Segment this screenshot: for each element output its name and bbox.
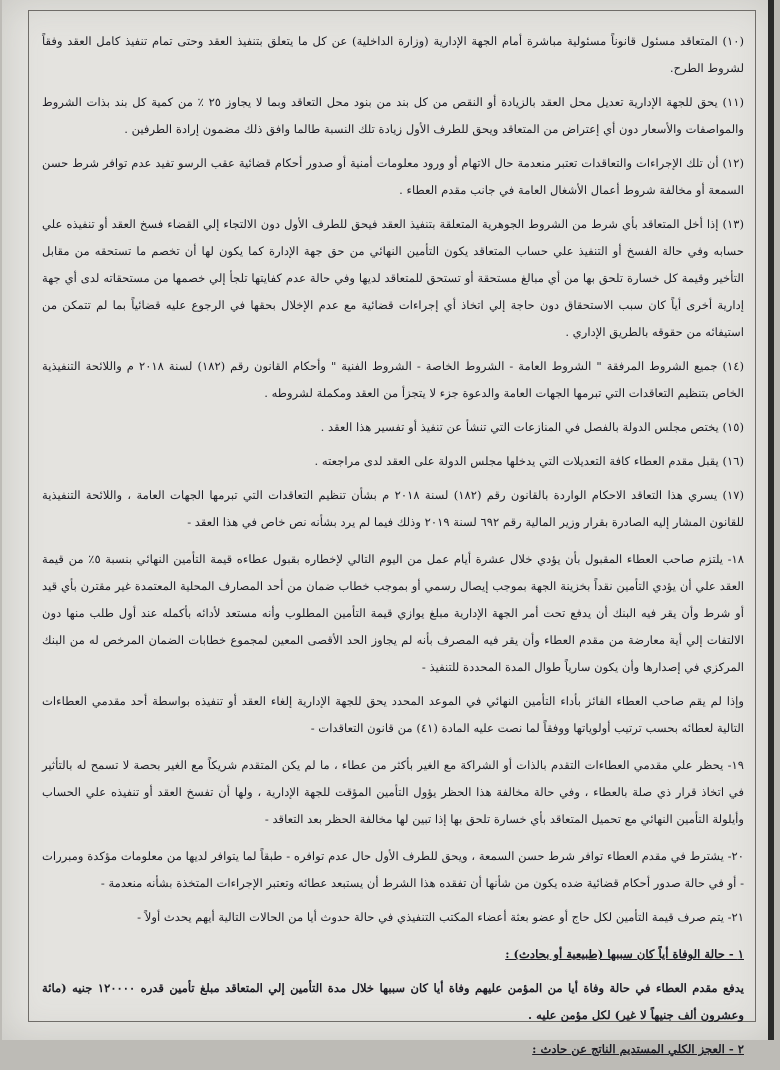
clause-17: (١٧) يسري هذا التعاقد الاحكام الواردة بالقانون رقم (١٨٢) لسنة ٢٠١٨ م بشأن تنظيم التعاقدات التي تبرمها الجهات العامة ، واللائحة التنفيذية للقانون المشار إليه الصادرة بقرار وزير المالية رقم ٦٩٢ لسنة ٢٠١٩ وذلك فيما لم يرد بشأنه نص خاص في هذا العقد -: [42, 488, 745, 529]
clause-18: ١٨- يلتزم صاحب العطاء المقبول بأن يؤدي خلال عشرة أيام عمل من اليوم التالي لإخطاره بقبول عطاءه قيمة التأمين النهائي بنسبة ٥٪ من قيمة العقد علي أن يؤدي التأمين نقداً بخزينة الجهة بموجب إيصال رسمي أو بموجب خطاب ضمان من أحد المصارف المحلية المعتمدة غير مقترن بأي قيد أو شرط وأن يقر فيه البنك أن يدفع تحت أمر الجهة الإدارية مبلغ يوازي قيمة التأمين المطلوب وأنه مستعد لأدائه بأكمله عند أول طلب منها دون الالتفات إلي أية معارضة من مقدم العطاء وأن يقر فيه المصرف بأنه لم يجاوز الحد الأقصى المعين لمجموع خطابات الضمان المرخص له من البنك المركزي في إصدارها وأن يكون سارياً طوال المدة المحددة للتنفيذ -: [42, 552, 745, 674]
scan-edge: [768, 0, 774, 1040]
clause-19: ١٩- يحظر علي مقدمي العطاءات التقدم بالذات أو الشراكة مع الغير بأكثر من عطاء ، ما لم يكن المتقدم شريكاً مع الغير بحصة لا تسمح له بالتأثير في اتخاذ قرار ذي صلة بالعطاء ، وفي حالة مخالفة هذا الحظر يؤول التأمين المؤقت للجهة الإدارية ، ولها أن تفسخ العقد أو تنفيذه علي الحساب وأيلولة التأمين النهائي مع تحميل المتعاقد بأي خسارة تلحق بها إذا تبين لها مخالفة الحظر بعد التعاقد -: [42, 758, 744, 826]
clause-15: (١٥) يختص مجلس الدولة بالفصل في المنازعات التي تنشأ عن تنفيذ أو تفسير هذا العقد .: [320, 420, 744, 434]
clause-18-continued: وإذا لم يقم صاحب العطاء الفائز بأداء التأمين النهائي في الموعد المحدد يحق للجهة الإدارية إلغاء العقد أو تنفيذه بواسطة أحد مقدمي العطاءات التالية لعطائه بحسب ترتيب أولوياتها ووفقاً لما نصت عليه المادة (٤١) من قانون التعاقدات -: [42, 694, 744, 735]
clause-14: (١٤) جميع الشروط المرفقة " الشروط العامة - الشروط الخاصة - الشروط الفنية " وأحكام القانون رقم (١٨٢) لسنة ٢٠١٨ م واللائحة التنفيذية الخاص بتنظيم التعاقدات التي تبرمها الجهات العامة والدعوة جزء لا يتجزأ من العقد ومكملة لشروطه .: [42, 359, 745, 400]
scanned-page: [2, 0, 774, 1056]
clause-13: (١٣) إذا أخل المتعاقد بأي شرط من الشروط الجوهرية المتعلقة بتنفيذ العقد فيحق للطرف الأول دون الالتجاء إلي القضاء فسخ العقد أو تنفيذه علي حسابه وفي حالة الفسخ أو التنفيذ علي حساب المتعاقد يكون التأمين النهائي من حق جهة الإدارة كما يكون لها أن تخصم ما تستحقه من مقابل التأخير وقيمة كل خسارة تلحق بها من أي مبالغ مستحقة أو تستحق للمتعاقد لديها وفي حالة عدم كفايتها تلجأ إلي خصمها من مستحقاته لدى أي جهة إدارية أخرى أياً كان سبب الاستحقاق دون حاجة إلي اتخاذ أي إجراءات قضائية مع عدم الإخلال بحقها في الرجوع عليه قضائياً بما لم تتمكن من استيفائه من حقوقه بالطريق الإداري .: [42, 217, 744, 339]
contract-text: [42, 28, 744, 1070]
section-1-heading: ١ - حالة الوفاة أياً كان سببها (طبيعية أو بحادث) :: [505, 947, 744, 961]
clause-16: (١٦) يقبل مقدم العطاء كافة التعديلات التي يدخلها مجلس الدولة على العقد لدى مراجعته .: [314, 454, 744, 468]
section-1-body: يدفع مقدم العطاء في حالة وفاة أيا من المؤمن عليهم وفاة أيا كان سببها خلال مدة التأمين إلي المتعاقد مبلغ تأمين قدره ١٢٠٠٠٠ جنيه (مائة وعشرون ألف جنيهاً لا غير) لكل مؤمن عليه .: [42, 981, 745, 1022]
clause-12: (١٢) أن تلك الإجراءات والتعاقدات تعتبر منعدمة حال الاتهام أو ورود معلومات أمنية أو صدور أحكام قضائية عقب الرسو تفيد عدم توافر شرط حسن السمعة أو مخالفة شروط أعمال الأشغال العامة في جانب مقدم العطاء .: [42, 156, 744, 197]
clause-11: (١١) يحق للجهة الإدارية تعديل محل العقد بالزيادة أو النقص من كل بند من بنود محل التعاقد وبما لا يجاوز ٢٥ ٪ من كمية كل بند بذات الشروط والمواصفات والأسعار دون أي إعتراض من المتعاقد ويحق للطرف الأول زيادة تلك النسبة طالما وافق ذلك مضمون إرادة الطرفين .: [42, 95, 744, 136]
clause-10: (١٠) المتعاقد مسئول قانوناً مسئولية مباشرة أمام الجهة الإدارية (وزارة الداخلية) عن كل ما يتعلق بتنفيذ العقد وحتى تمام تنفيذ كامل العقد وفقاً لشروط الطرح.: [42, 34, 744, 75]
clause-21: ٢١- يتم صرف قيمة التأمين لكل حاج أو عضو بعثة أعضاء المكتب التنفيذي في حالة حدوث أيا من الحالات التالية أيهم يحدث أولاً -: [137, 910, 744, 924]
section-2-heading: ٢ - العجز الكلي المستديم الناتج عن حادث :: [532, 1042, 744, 1056]
clause-20: ٢٠- يشترط في مقدم العطاء توافر شرط حسن السمعة ، ويحق للطرف الأول حال عدم توافره - طبقاً لما يتوافر لديها من معلومات مؤكدة ومبررات - أو في حالة صدور أحكام قضائية ضده يكون من شأنها أن تفقده هذا الشرط أن يستبعد عطائه وتعتبر الإجراءات المتخذة بشأنه منعدمة -: [42, 849, 744, 890]
